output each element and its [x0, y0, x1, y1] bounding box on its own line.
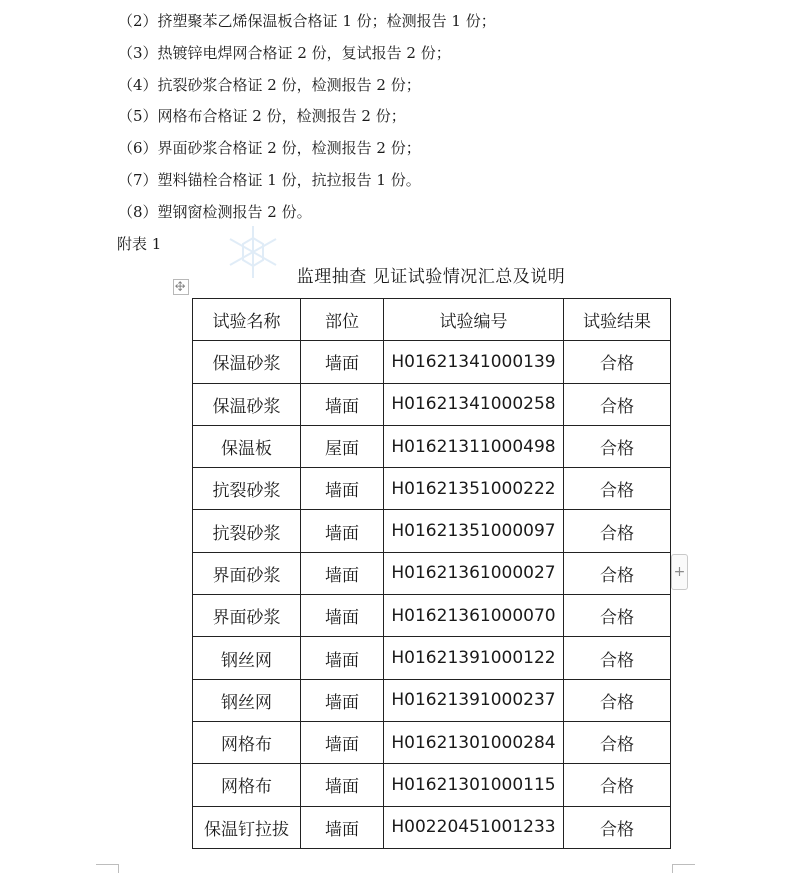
list-item: （2）挤塑聚苯乙烯保温板合格证 1 份；检测报告 1 份；	[118, 12, 496, 30]
cell-test-result: 合格	[564, 806, 671, 848]
cell-test-number: H01621351000222	[384, 468, 564, 510]
cell-location: 墙面	[301, 383, 384, 425]
table-row	[193, 383, 671, 425]
header-location: 部位	[301, 299, 384, 341]
table-row	[193, 468, 671, 510]
list-item: （4）抗裂砂浆合格证 2 份，检测报告 2 份；	[118, 75, 421, 94]
cell-test-number: H01621351000097	[384, 510, 564, 552]
table-move-handle[interactable]	[173, 279, 189, 295]
cell-location: 墙面	[301, 552, 384, 594]
cell-test-name: 网格布	[193, 764, 301, 806]
summary-table	[192, 298, 671, 849]
cell-test-number: H01621301000115	[384, 764, 564, 806]
cell-test-number: H01621391000237	[384, 679, 564, 721]
move-arrows-icon	[174, 280, 188, 294]
list-item: （6）界面砂浆合格证 2 份，检测报告 2 份；	[118, 139, 421, 158]
cell-test-result: 合格	[564, 425, 671, 467]
cell-location: 屋面	[301, 425, 384, 467]
cell-test-result: 合格	[564, 552, 671, 594]
table-row	[193, 595, 671, 637]
cell-test-number: H01621391000122	[384, 637, 564, 679]
cell-test-result: 合格	[564, 468, 671, 510]
cell-test-name: 保温砂浆	[193, 341, 301, 383]
cell-location: 墙面	[301, 764, 384, 806]
table-row	[193, 637, 671, 679]
cell-location: 墙面	[301, 679, 384, 721]
table-row	[193, 721, 671, 763]
table-row	[193, 679, 671, 721]
requirement-list	[118, 6, 496, 229]
cell-test-result: 合格	[564, 637, 671, 679]
header-test-name: 试验名称	[193, 299, 301, 341]
cell-test-result: 合格	[564, 679, 671, 721]
cell-test-name: 抗裂砂浆	[193, 468, 301, 510]
list-item: （5）网格布合格证 2 份，检测报告 2 份；	[118, 107, 406, 126]
cell-test-name: 网格布	[193, 721, 301, 763]
table-row	[193, 764, 671, 806]
cell-location: 墙面	[301, 637, 384, 679]
cell-test-number: H01621361000070	[384, 595, 564, 637]
cell-test-name: 抗裂砂浆	[193, 510, 301, 552]
table-title: 监理抽查 见证试验情况汇总及说明	[296, 267, 566, 287]
appendix-label: 附表 1	[117, 235, 162, 253]
cell-test-number: H01621301000284	[384, 721, 564, 763]
list-item: （8）塑钢窗检测报告 2 份。	[118, 202, 312, 221]
table-row	[193, 425, 671, 467]
list-item: （7）塑料锚栓合格证 1 份，抗拉报告 1 份。	[118, 170, 421, 189]
cell-test-name: 保温砂浆	[193, 383, 301, 425]
cell-test-name: 保温板	[193, 425, 301, 467]
cell-test-result: 合格	[564, 764, 671, 806]
cell-test-result: 合格	[564, 341, 671, 383]
cell-location: 墙面	[301, 341, 384, 383]
table-header-row	[193, 299, 671, 341]
cell-test-number: H01621341000258	[384, 383, 564, 425]
add-row-button[interactable]: +	[671, 554, 688, 590]
header-test-result: 试验结果	[564, 299, 671, 341]
table-row	[193, 806, 671, 848]
cell-test-name: 保温钉拉拔	[193, 806, 301, 848]
header-test-number: 试验编号	[384, 299, 564, 341]
cell-location: 墙面	[301, 510, 384, 552]
cell-location: 墙面	[301, 595, 384, 637]
cell-test-name: 钢丝网	[193, 679, 301, 721]
table-row	[193, 510, 671, 552]
cell-location: 墙面	[301, 806, 384, 848]
cell-location: 墙面	[301, 721, 384, 763]
cell-location: 墙面	[301, 468, 384, 510]
cell-test-number: H01621311000498	[384, 425, 564, 467]
cell-test-name: 界面砂浆	[193, 552, 301, 594]
cell-test-name: 钢丝网	[193, 637, 301, 679]
table-row	[193, 552, 671, 594]
cell-test-result: 合格	[564, 510, 671, 552]
cell-test-result: 合格	[564, 595, 671, 637]
cell-test-number: H00220451001233	[384, 806, 564, 848]
cell-test-result: 合格	[564, 383, 671, 425]
cell-test-number: H01621341000139	[384, 341, 564, 383]
list-item: （3）热镀锌电焊网合格证 2 份，复试报告 2 份；	[118, 43, 451, 62]
table-body	[193, 341, 671, 849]
table-row	[193, 341, 671, 383]
cell-test-result: 合格	[564, 721, 671, 763]
cell-test-name: 界面砂浆	[193, 595, 301, 637]
cell-test-number: H01621361000027	[384, 552, 564, 594]
